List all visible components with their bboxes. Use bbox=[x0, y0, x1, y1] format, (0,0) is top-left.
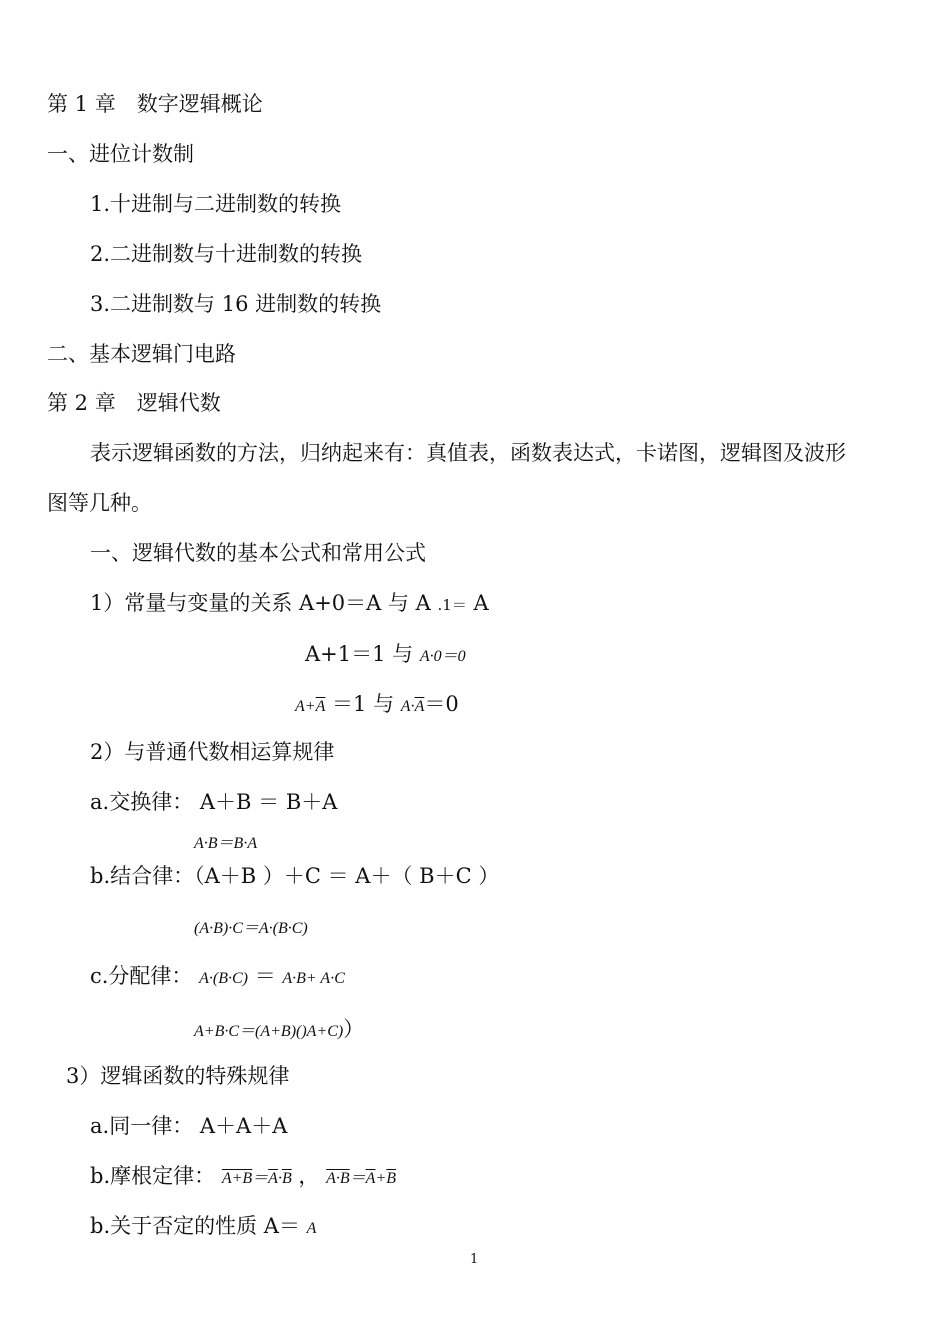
formula-text: A bbox=[473, 591, 489, 615]
formula-math: · bbox=[277, 1170, 282, 1187]
section-heading: 3）逻辑函数的特殊规律 bbox=[66, 1064, 290, 1088]
formula-line bbox=[90, 1162, 396, 1193]
formula-line bbox=[194, 1015, 364, 1046]
formula-math-overline: $\overline{A}$ bbox=[315, 698, 326, 715]
formula-text: ＝0 bbox=[424, 692, 459, 716]
formula-line bbox=[305, 640, 466, 671]
formula-math-overline: A+B bbox=[221, 1170, 253, 1187]
formula-text: ， bbox=[298, 1164, 320, 1188]
formula-math-overline: $\overline{A}$ bbox=[365, 1170, 376, 1187]
formula-math: + bbox=[375, 1170, 387, 1187]
formula-math: A+B·C＝(A+B)()A+C) bbox=[194, 1023, 344, 1040]
formula-line bbox=[90, 962, 345, 993]
chapter-2-title: 第 2 章 逻辑代数 bbox=[47, 391, 221, 415]
formula-text: c.分配律： bbox=[90, 964, 193, 988]
list-item: 2.二进制数与十进制数的转换 bbox=[90, 242, 363, 266]
formula-math-overline: $\overline{A}$ bbox=[268, 1170, 278, 1187]
formula-math: (A·B)·C＝A·(B·C) bbox=[194, 920, 308, 937]
formula-math-overline: $\overline{B}$ bbox=[386, 1170, 397, 1187]
formula-math: A· bbox=[400, 698, 415, 715]
formula-line bbox=[90, 589, 489, 619]
page-number: 1 bbox=[470, 1252, 479, 1267]
section-heading: 一、逻辑代数的基本公式和常用公式 bbox=[90, 541, 426, 565]
section-heading: 二、基本逻辑门电路 bbox=[47, 342, 236, 366]
paragraph-line: 图等几种。 bbox=[47, 491, 152, 515]
section-heading: 一、进位计数制 bbox=[47, 142, 194, 166]
formula-text: b.摩根定律： bbox=[90, 1164, 216, 1188]
formula-math: A·0＝0 bbox=[419, 648, 466, 665]
formula-math: A bbox=[306, 1220, 317, 1237]
formula-line bbox=[90, 1212, 316, 1243]
formula-text: 1）常量与变量的关系 A+0＝A 与 A bbox=[90, 591, 431, 615]
formula-text: b.关于否定的性质 A＝ bbox=[90, 1214, 300, 1238]
formula-sub: .1＝ bbox=[437, 596, 467, 614]
formula-math: ＝ bbox=[349, 1170, 366, 1187]
formula-math: A·B＝B·A bbox=[194, 835, 258, 852]
section-heading: 2）与普通代数相运算规律 bbox=[90, 740, 335, 764]
formula-line: a.同一律： A＋A＋A bbox=[90, 1114, 288, 1138]
formula-text: ＝1 与 bbox=[332, 692, 395, 716]
formula-math-overline: A·B bbox=[326, 1170, 350, 1187]
formula-text: ＝ bbox=[254, 964, 276, 988]
chapter-1-title: 第 1 章 数字逻辑概论 bbox=[47, 92, 263, 116]
list-item: 3.二进制数与 16 进制数的转换 bbox=[90, 292, 382, 316]
formula-text: ） bbox=[343, 1017, 365, 1041]
formula-math: A·B+ A·C bbox=[282, 970, 345, 987]
formula-text: A+1＝1 与 bbox=[305, 642, 414, 666]
formula-line: b.结合律：（A＋B ）＋C ＝ A＋（ B＋C ） bbox=[90, 864, 500, 888]
formula-math: A+ bbox=[295, 698, 316, 715]
formula-line bbox=[295, 690, 459, 721]
formula-math-overline: $\overline{B}$ bbox=[281, 1170, 292, 1187]
formula-math: A·(B·C) bbox=[199, 970, 248, 987]
formula-line: a.交换律： A＋B ＝ B＋A bbox=[90, 790, 338, 814]
formula-math: ＝ bbox=[252, 1170, 269, 1187]
paragraph-line: 表示逻辑函数的方法，归纳起来有：真值表，函数表达式，卡诺图，逻辑图及波形 bbox=[90, 441, 846, 465]
formula-math-overline: $\overline{A}$ bbox=[414, 698, 425, 715]
list-item: 1.十进制与二进制数的转换 bbox=[90, 192, 342, 216]
